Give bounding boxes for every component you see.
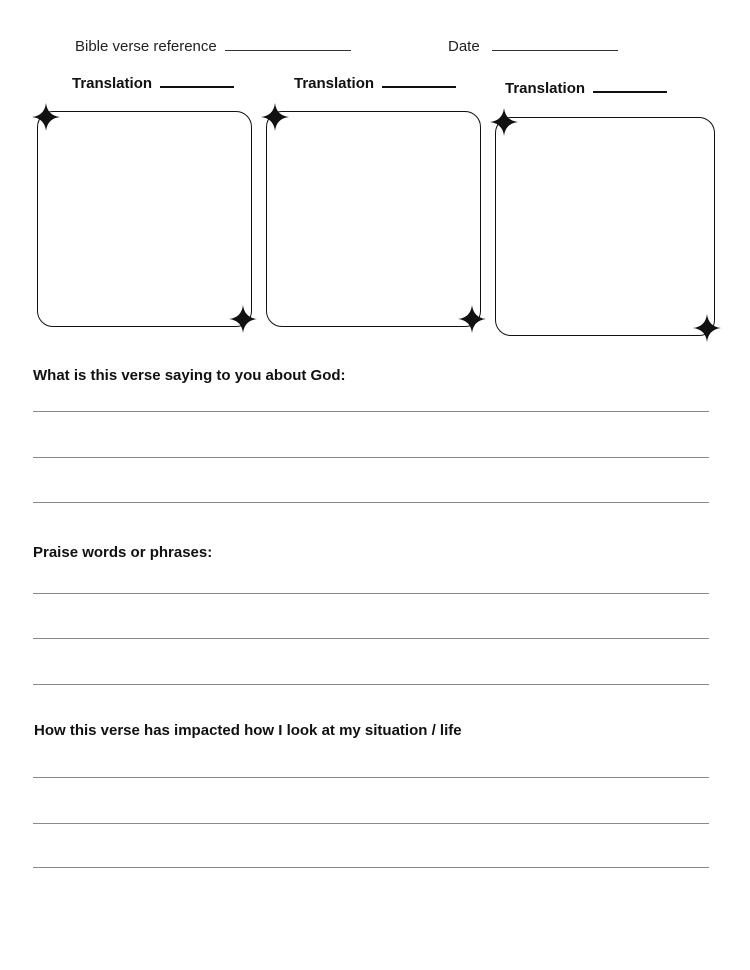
translation-box-1[interactable]: [37, 111, 252, 327]
reference-blank[interactable]: [225, 50, 351, 51]
writing-line[interactable]: [33, 777, 709, 778]
question-impact-label: How this verse has impacted how I look at my situation / life: [34, 722, 462, 739]
four-point-sparkle-icon: [693, 314, 721, 342]
writing-line[interactable]: [33, 593, 709, 594]
writing-line[interactable]: [33, 638, 709, 639]
four-point-sparkle-icon: [490, 108, 518, 136]
translation-blank[interactable]: [382, 86, 456, 88]
translation-box-3[interactable]: [495, 117, 715, 336]
date-blank[interactable]: [492, 50, 618, 51]
translation-field-3[interactable]: [505, 80, 667, 97]
translation-label: Translation: [72, 75, 153, 92]
date-label: Date: [448, 38, 480, 55]
translation-blank[interactable]: [160, 86, 234, 88]
writing-line[interactable]: [33, 502, 709, 503]
translation-field-1[interactable]: [72, 75, 234, 92]
translation-label: Translation: [294, 75, 375, 92]
writing-line[interactable]: [33, 823, 709, 824]
translation-blank[interactable]: [593, 91, 667, 93]
writing-line[interactable]: [33, 457, 709, 458]
four-point-sparkle-icon: [32, 103, 60, 131]
four-point-sparkle-icon: [261, 103, 289, 131]
question-praise-label: Praise words or phrases:: [33, 544, 213, 561]
translation-box-2[interactable]: [266, 111, 481, 327]
translation-field-2[interactable]: [294, 75, 456, 92]
bible-verse-reference-label: Bible verse reference: [75, 38, 217, 55]
bible-verse-reference-field[interactable]: [75, 38, 351, 55]
writing-line[interactable]: [33, 684, 709, 685]
four-point-sparkle-icon: [229, 305, 257, 333]
writing-line[interactable]: [33, 867, 709, 868]
translation-label: Translation: [505, 80, 586, 97]
four-point-sparkle-icon: [458, 305, 486, 333]
question-god-label: What is this verse saying to you about God:: [33, 367, 346, 384]
date-field[interactable]: [448, 38, 618, 55]
writing-line[interactable]: [33, 411, 709, 412]
